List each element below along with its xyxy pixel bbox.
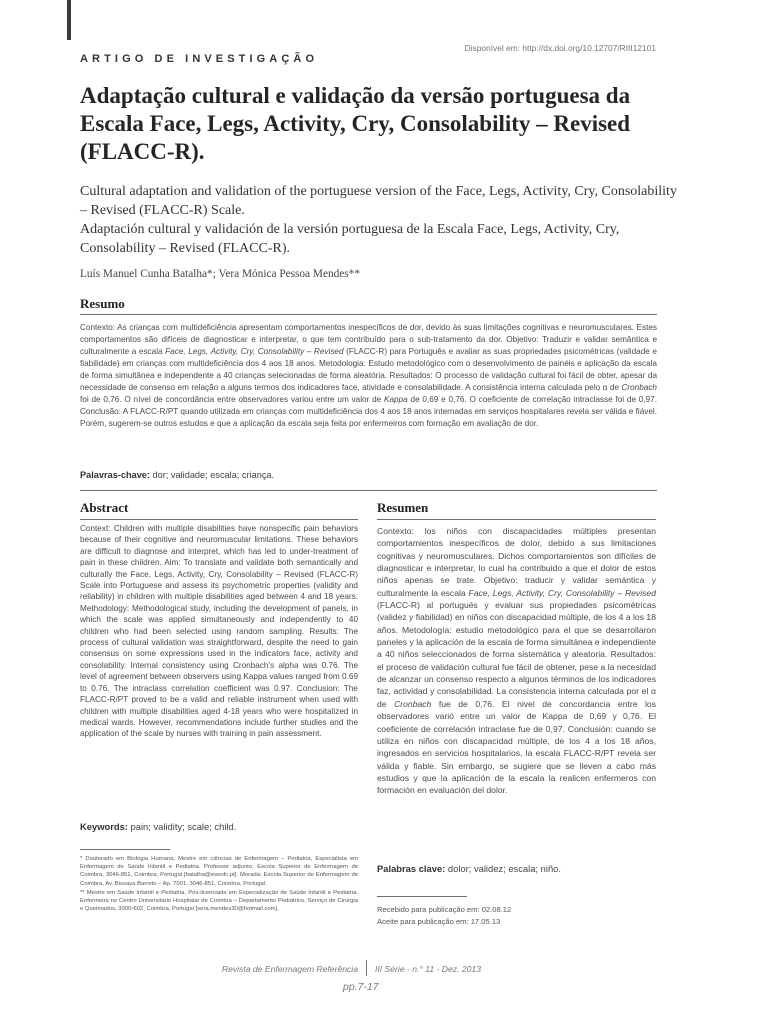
dates-rule	[377, 896, 467, 897]
journal-name: Revista de Enfermagem Referência	[221, 964, 358, 974]
abstract-rule	[80, 519, 358, 520]
footnote-author-2: ** Mestre em Saúde Infantil e Pediatria, Pós-licenciada em Especialização de Saúde Infantil e Pediatria. Enfermeira no Centro Universitário Hospitalar de Coimbra – Departamento Pediátrico, Serviço de Cirurgia e Queimados, 3000-602, Coimbra, Portugal [vera.mendes30@hotmail.com].	[80, 889, 358, 913]
resumo-rule	[80, 314, 657, 315]
journal-issue: III Série - n.° 11 - Dez. 2013	[375, 964, 481, 974]
publication-dates	[377, 904, 511, 927]
footnote-rule	[80, 849, 170, 850]
accepted-date: Aceite para publicação em: 17.05.13	[377, 916, 501, 926]
section-label: ARTIGO DE INVESTIGAÇÃO	[80, 53, 319, 65]
keywords-en: Keywords: pain; validity; scale; child.	[80, 821, 237, 832]
received-date: Recebido para publicação em: 02.08.12	[377, 905, 512, 914]
authors: Luís Manuel Cunha Batalha*; Vera Mónica Pessoa Mendes**	[80, 268, 360, 280]
resumen-rule	[377, 519, 656, 520]
article-title-es: Adaptación cultural y validación de la versión portuguesa de la Escala Face, Legs, Activity, Cry, Consolability – Revised (FLACC-R).	[80, 222, 620, 256]
article-title-pt: Adaptação cultural e validação da versão portuguesa da Escala Face, Legs, Activity, Cry, Consolability – Revised (FLACC-R).	[80, 83, 631, 164]
page-range: pp.7-17	[343, 981, 379, 993]
resumen-body: Contexto: los niños con discapacidades múltiples presentan comportamientos inespecíficos de dolor, debido a sus limitaciones cognitivas y neuromusculares. Dichos comportamientos son difíciles de diagnosticar e interpretar, lo cual ha contribuido a que el dolor de estos niños apenas se trate. Objetivo: traducir y validar semántica y culturalmente la escala Face, Legs, Activity, Cry, Consolability – Revised (FLACC-R) al portugués y evaluar sus propiedades psicométricas (validez y fiabilidad) en niños con discapacidad múltiple, de los 4 a los 18 años. Metodología: estudio metodológico para el que se desarrollaron paneles y la aplicación de la escala de forma simultánea e independiente a 40 niños seleccionados de forma sistemática y aleatoria. Resultados: el proceso de validación cultural fue fácil de obtener, pese a la necesidad de alcanzar un consenso respecto a algunos términos de los indicadores faz, actividad y consolabilidad. La consistencia interna calculada por el α de Cronbach fue de 0,76. El nivel de concordancia entre los observadores varió entre un valor de Kappa de 0,69 y 0,76. El coeficiente de correlación intraclase fue de 0,97. Conclusión: cuando se utiliza en niños con discapacidad múltiple, de los 4 a los 18 años, ingresados en servicios hospitalarios, la escala FLACC-R/PT revela ser válida y fiable. Sin embargo, se sugiere que se lleven a cabo más estudios y que la aplicación de la escala la realicen enfermeros con formación en evaluación del dolor.	[377, 526, 656, 796]
abstract-heading: Abstract	[80, 500, 129, 515]
palabras-clave: Palabras clave: dolor; validez; escala; niño.	[377, 863, 561, 874]
author-footnotes	[80, 855, 358, 914]
article-title-en: Cultural adaptation and validation of the portuguese version of the Face, Legs, Activity, Cry, Consolability – Revised (FLACC-R) Scale.	[80, 184, 677, 218]
abstract-body: Context: Children with multiple disabilities have nonspecific pain behaviors because of their cognitive and neuromuscular limitations. These behaviors are difficult to diagnose and interpret, which has led to under-treatment of pain in these children. Aim: To translate and validate both semantically and culturally the Face, Legs, Activity, Cry, Consolability – Revised (FLACC-R) Scale into Portuguese and assess its psychometric properties (validity and reliability) in children with multiple disabilities aged between 4 and 18 years. Methodology: Methodological study, including the development of panels, in which the scale was applied simultaneously and independently to 40 children who had been selected using random sampling. Results: The process of cultural validation was straightforward, despite the need to gain consensus on some expressions used in the indicators face, activity and consolability. Internal consistency using Cronbach’s alpha was 0.76. The level of agreement between observers using Kappa values ranged from 0.69 to 0.76. The intraclass correlation coefficient was 0.97. Conclusion: The FLACC-R/PT proved to be a valid and reliable instrument when used with children with multiple disabilities aged 4-18 years who were hospitalized in medical wards. However, recommendations include further studies and the application of the scale by nurses with training in pain assessment.	[80, 524, 358, 739]
top-accent-bar	[67, 0, 71, 40]
footnote-author-1: * Doutorado em Biologia Humana, Mestre em ciências de Enfermagem – Pediatria, Especialista em Enfermagem de Saúde Infantil e Pediatria. Professor adjunto, Escola Superior de Enfermagem de Coimbra, 3046-851, Coimbra, Portugal [batalha@esenfc.pt]. Morada: Escola Superior de Enfermagem de Coimbra, Av. Bissaya Barreto – Ap. 7001, 3046-851, Coimbra, Portugal.	[80, 856, 358, 887]
footer-separator	[366, 960, 367, 976]
resumo-bottom-rule	[80, 490, 657, 491]
resumo-body: Contexto: As crianças com multideficiência apresentam comportamentos inespecíficos de dor, devido às suas limitações cognitivas e neuromusculares. Estes comportamentos são difíceis de diagnosticar e interpretar, o que tem contribuído para o sub-tratamento da dor. Objetivo: Traduzir e validar semântica e culturalmente a escala Face, Legs, Activity, Cry, Consolability – Revised (FLACC-R) para Português e avaliar as suas propriedades psicométricas (validade e fiabilidade) em crianças com multideficiência dos 4 aos 18 anos. Metodologia: Estudo metodológico com o desenvolvimento de painéis e aplicação da escala de forma simultânea e independente a 40 crianças selecionadas de forma aleatória. Resultados: O processo de validação cultural foi fácil de obter, apesar da necessidade de consenso em relação a alguns termos dos indicadores face, atividade e consolabilidade. A consistência interna calculada pelo α de Cronbach foi de 0,76. O nível de concordância entre observadores variou entre um valor de Kappa de 0,69 e 0,76. O coeficiente de correlação intraclasse foi de 0,97. Conclusão: A FLACC-R/PT quando utilizada em crianças com multideficiência dos 4 aos 18 anos internadas em serviços hospitalares revela ser válida e fiável. Porém, sugerem-se outros estudos e que a aplicação da escala seja feita por enfermeiros com formação em avaliação de dor.	[80, 323, 658, 429]
palavras-chave: Palavras-chave: dor; validade; escala; criança.	[80, 470, 275, 480]
resumen-heading: Resumen	[377, 500, 429, 515]
doi-link[interactable]: Disponível em: http://dx.doi.org/10.12707/RIII12101	[464, 43, 656, 53]
resumo-heading: Resumo	[80, 296, 125, 311]
